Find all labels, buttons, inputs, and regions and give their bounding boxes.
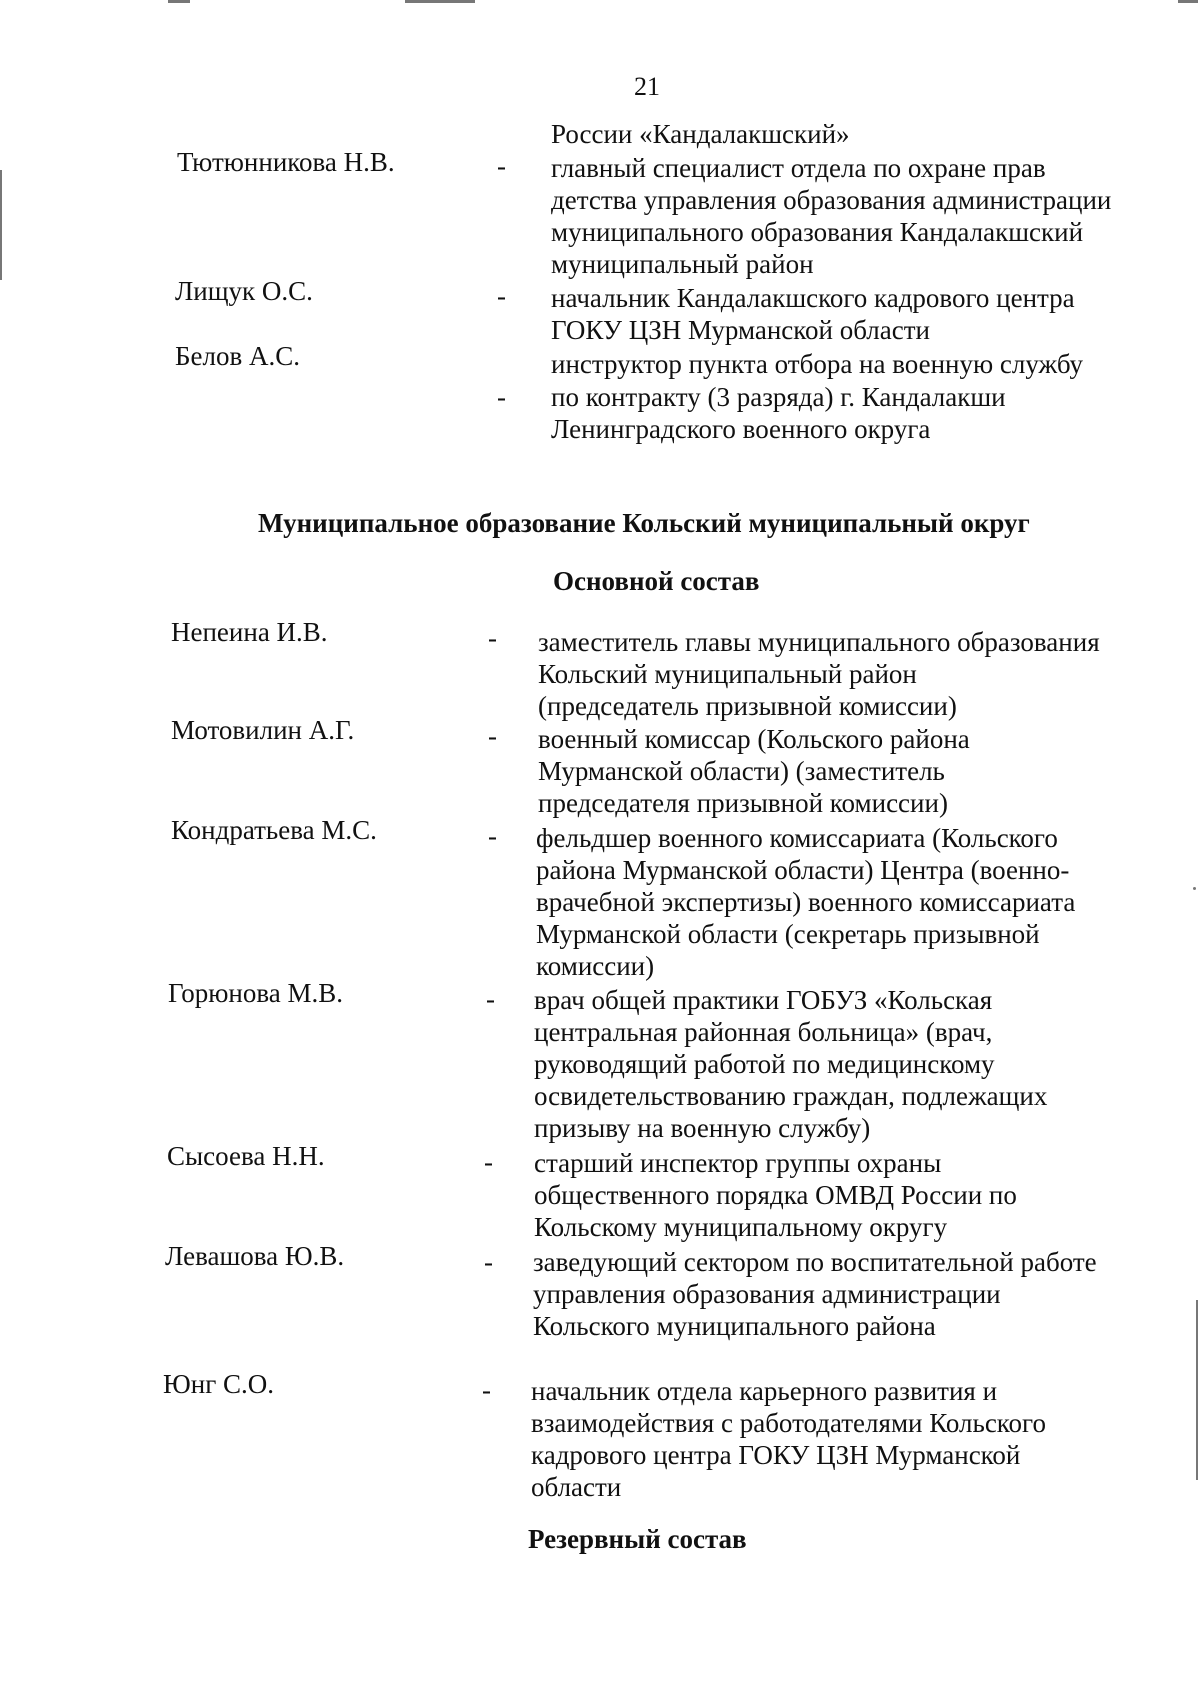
scan-artifact-top-left [168, 0, 190, 3]
entry-desc-line: призыву на военную службу) [534, 1113, 871, 1143]
entry-dash: - [497, 151, 506, 181]
entry-dash: - [488, 721, 497, 751]
entry-desc-line: центральная районная больница» (врач, [534, 1017, 993, 1047]
entry-desc-line: Ленинградского военного округа [551, 414, 931, 444]
entry-desc-line: ГОКУ ЦЗН Мурманской области [551, 315, 930, 345]
scan-artifact-right-edge [1196, 1300, 1198, 1480]
entry-name: Горюнова М.В. [168, 978, 343, 1008]
entry-desc-line: муниципального образования Кандалакшский [551, 217, 1084, 247]
entry-name: Сысоева Н.Н. [167, 1141, 325, 1171]
entry-dash: - [486, 984, 495, 1014]
entry-desc-line: по контракту (3 разряда) г. Кандалакши [551, 382, 1006, 412]
entry-dash: - [497, 382, 506, 412]
entry-desc-line: (председатель призывной комиссии) [538, 691, 957, 721]
entry-desc-line: детства управления образования администрации [551, 185, 1112, 215]
scan-artifact-left-edge [0, 170, 2, 280]
entry-name: Лищук О.С. [175, 276, 313, 306]
entry-dash: - [497, 281, 506, 311]
entry-desc-line: Кольскому муниципальному округу [534, 1212, 948, 1242]
entry-desc-line: освидетельствованию граждан, подлежащих [534, 1081, 1048, 1111]
entry-name: Левашова Ю.В. [165, 1241, 345, 1271]
subsection-reserve-title: Резервный состав [528, 1524, 747, 1554]
entry-name: Белов А.С. [175, 341, 300, 371]
entry-desc-line: комиссии) [536, 951, 655, 981]
entry-desc-line: взаимодействия с работодателями Кольского [531, 1408, 1046, 1438]
entry-desc-line: председателя призывной комиссии) [538, 788, 948, 818]
entry-name: Непеина И.В. [171, 617, 328, 647]
entry-desc-line: области [531, 1472, 622, 1502]
section-title: Муниципальное образование Кольский муниципальный округ [258, 508, 1030, 538]
scan-artifact-top-right [1178, 0, 1198, 3]
continuation-line: России «Кандалакшский» [551, 119, 850, 149]
entry-desc-line: руководящий работой по медицинскому [534, 1049, 995, 1079]
page-number: 21 [634, 72, 660, 101]
scan-dot [1193, 887, 1196, 890]
entry-desc-line: врачебной экспертизы) военного комиссариата [536, 887, 1076, 917]
entry-desc-line: общественного порядка ОМВД России по [534, 1180, 1017, 1210]
entry-name: Юнг С.О. [163, 1369, 275, 1399]
entry-dash: - [488, 623, 497, 653]
entry-desc-line: управления образования администрации [533, 1279, 1001, 1309]
entry-desc-line: фельдшер военного комиссариата (Кольского [536, 823, 1058, 853]
entry-desc-line: Кольского муниципального района [533, 1311, 936, 1341]
entry-dash: - [484, 1147, 493, 1177]
entry-desc-line: инструктор пункта отбора на военную службу [551, 349, 1084, 379]
entry-desc-line: Кольский муниципальный район [538, 659, 917, 689]
entry-desc-line: начальник Кандалакшского кадрового центра [551, 283, 1075, 313]
entry-desc-line: главный специалист отдела по охране прав [551, 153, 1046, 183]
entry-desc-line: кадрового центра ГОКУ ЦЗН Мурманской [531, 1440, 1021, 1470]
entry-desc-line: муниципальный район [551, 249, 814, 279]
entry-desc-line: военный комиссар (Кольского района [538, 724, 970, 754]
entry-desc-line: врач общей практики ГОБУЗ «Кольская [534, 985, 993, 1015]
entry-dash: - [488, 821, 497, 851]
entry-desc-line: Мурманской области (секретарь призывной [536, 919, 1040, 949]
entry-name: Тютюнникова Н.В. [177, 147, 395, 177]
entry-desc-line: заместитель главы муниципального образования [538, 627, 1100, 657]
entry-desc-line: начальник отдела карьерного развития и [531, 1376, 998, 1406]
entry-dash: - [484, 1247, 493, 1277]
entry-desc-line: заведующий сектором по воспитательной работе [533, 1247, 1097, 1277]
entry-dash: - [482, 1375, 491, 1405]
entry-desc-line: района Мурманской области) Центра (военно- [536, 855, 1070, 885]
subsection-main-title: Основной состав [553, 566, 760, 596]
entry-name: Кондратьева М.С. [171, 815, 377, 845]
entry-desc-line: Мурманской области) (заместитель [538, 756, 945, 786]
entry-desc-line: старший инспектор группы охраны [534, 1148, 942, 1178]
entry-name: Мотовилин А.Г. [171, 715, 355, 745]
scan-artifact-top-center [405, 0, 475, 3]
